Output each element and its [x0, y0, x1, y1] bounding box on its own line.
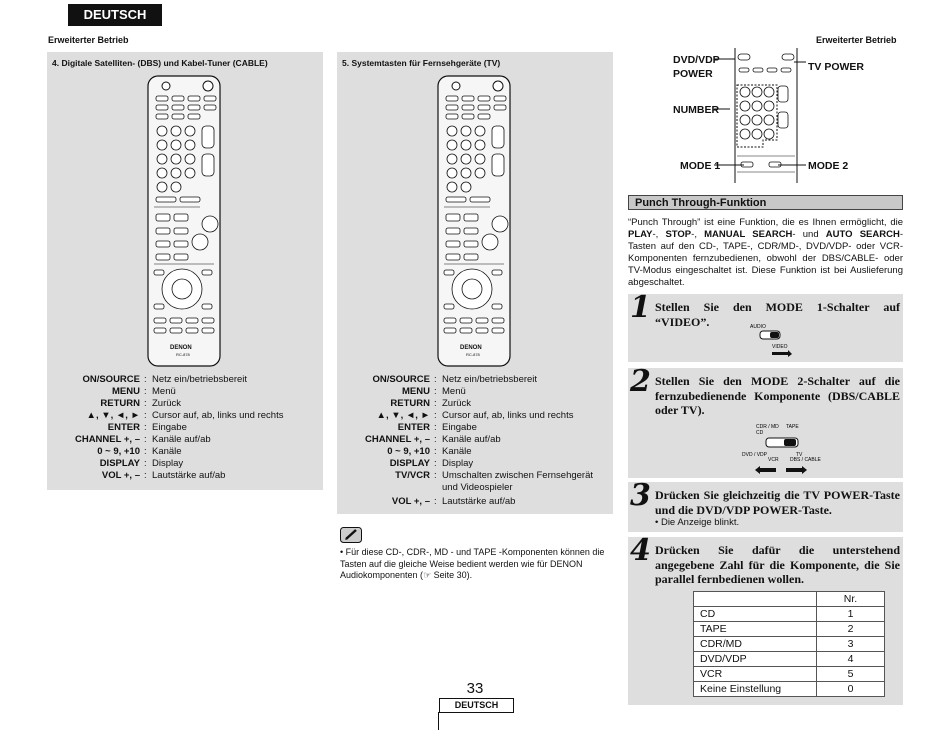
legend-row: ▲, ▼, ◄, ► : Cursor auf, ab, links und rechts	[86, 410, 284, 421]
remote-model: RC-878	[176, 352, 190, 357]
table-header-row: Nr.	[694, 592, 885, 607]
legend-row: ON/SOURCE : Netz ein/betriebsbereit	[372, 374, 538, 385]
step-1	[628, 290, 903, 362]
language-tab: DEUTSCH	[68, 4, 162, 26]
svg-text:CDR / MD: CDR / MD	[756, 424, 779, 430]
mode2-switch-icon	[738, 422, 838, 476]
step-number: 1	[630, 290, 651, 325]
running-header-right: Erweiterter Betrieb	[816, 35, 897, 45]
svg-text:DVD / VDP: DVD / VDP	[742, 452, 768, 458]
footer-divider	[438, 712, 439, 730]
page-number: 33	[466, 680, 484, 697]
legend-row: VOL +, – : Lautstärke auf/ab	[101, 470, 226, 481]
callout-tv-power: TV POWER	[808, 61, 865, 73]
section-heading-punch-through: Punch Through-Funktion	[628, 195, 903, 210]
table-row: CDR/MD 3	[694, 637, 885, 652]
legend-row: CHANNEL +, – : Kanäle auf/ab	[364, 434, 501, 445]
legend-row: ON/SOURCE : Netz ein/betriebsbereit	[82, 374, 248, 385]
remote-brand: DENON	[460, 345, 482, 351]
legend-row: VOL +, – : Lautstärke auf/ab	[391, 496, 516, 507]
legend-row: 0 ~ 9, +10 : Kanäle	[387, 446, 472, 457]
remote-control-image-dbs	[144, 74, 224, 370]
remote-model: RC-878	[466, 352, 480, 357]
step-number: 3	[630, 478, 651, 513]
svg-text:VIDEO: VIDEO	[772, 344, 788, 350]
legend-row: DISPLAY : Display	[389, 458, 474, 469]
step-3	[628, 478, 903, 532]
note-text: • Für diese CD-, CDR-, MD - und TAPE -Komponenten können die Tasten auf die gleiche Weise bedient werden wie für DENON Audiokomponenten (☞ Seite 30).	[340, 547, 605, 580]
table-row: VCR 5	[694, 667, 885, 682]
footer-language-tab: DEUTSCH	[439, 698, 514, 713]
section4-title: 4. Digitale Satelliten- (DBS) und Kabel-Tuner (CABLE)	[52, 58, 268, 68]
step-2	[628, 364, 903, 478]
legend-row: RETURN : Zurück	[390, 398, 472, 409]
legend-row: DISPLAY : Display	[99, 458, 184, 469]
legend-row: ENTER : Eingabe	[397, 422, 477, 433]
svg-text:CD: CD	[756, 430, 764, 436]
hand-pointer-icon: ☞	[423, 570, 432, 580]
remote-brand: DENON	[170, 345, 192, 351]
step-text: Drücken Sie dafür die unterstehend angegebene Zahl für die Komponente, die Sie parallel fernbedienen wollen.	[655, 543, 900, 586]
callout-mode1: MODE 1	[680, 160, 721, 172]
component-number-table	[693, 591, 885, 697]
pencil-icon	[340, 527, 362, 543]
legend-row: MENU : Menü	[112, 386, 176, 397]
table-row: TAPE 2	[694, 622, 885, 637]
legend-row: ▲, ▼, ◄, ► : Cursor auf, ab, links und rechts	[376, 410, 574, 421]
callout-dvd-vdp-power: DVD/VDP POWER	[673, 54, 720, 80]
legend-row: MENU : Menü	[402, 386, 466, 397]
legend-row: und Videospieler	[442, 482, 513, 493]
step-note: • Die Anzeige blinkt.	[655, 517, 740, 528]
section5-legend	[350, 374, 593, 508]
svg-text:VCR: VCR	[768, 457, 779, 463]
step-number: 2	[630, 364, 651, 399]
svg-text:TV: TV	[796, 452, 803, 458]
punch-through-intro: “Punch Through” ist eine Funktion, die es Ihnen ermöglicht, die PLAY-, STOP-, MANUAL SEARCH- und AUTO SEARCH-Tasten auf den CD-, TAPE-, CDR/MD-, DVD/VDP- oder VCR-Komponenten fernzubedienen, obwohl der DBS/CABLE- oder TV-Modus eingeschaltet ist. Diese Funktion ist bei Auslieferung abgeschaltet.	[628, 217, 903, 288]
legend-row: ENTER : Eingabe	[107, 422, 187, 433]
section4-legend	[60, 374, 283, 482]
svg-text:AUDIO: AUDIO	[750, 324, 766, 330]
callout-number: NUMBER	[673, 104, 720, 116]
table-row: CD 1	[694, 607, 885, 622]
legend-row: 0 ~ 9, +10 : Kanäle	[97, 446, 182, 457]
remote-control-image-tv	[434, 74, 514, 370]
legend-row: CHANNEL +, – : Kanäle auf/ab	[74, 434, 211, 445]
step-text: Drücken Sie gleichzeitig die TV POWER-Taste und die DVD/VDP POWER-Taste.	[655, 488, 900, 517]
running-header-left: Erweiterter Betrieb	[48, 35, 129, 45]
callout-mode2: MODE 2	[808, 160, 849, 172]
step-text: Stellen Sie den MODE 2-Schalter auf die fernzubedienende Komponente (DBS/CABLE oder TV).	[655, 374, 900, 417]
legend-row: RETURN : Zurück	[100, 398, 182, 409]
mode1-switch-icon	[740, 322, 810, 360]
svg-text:DBS / CABLE: DBS / CABLE	[790, 457, 821, 463]
table-row: DVD/VDP 4	[694, 652, 885, 667]
table-row: Keine Einstellung 0	[694, 682, 885, 697]
step-number: 4	[630, 533, 651, 568]
step-text: Stellen Sie den MODE 1-Schalter auf “VIDEO”.	[655, 300, 900, 329]
svg-text:TAPE: TAPE	[786, 424, 799, 430]
legend-row: TV/VCR : Umschalten zwischen Fernsehgerät	[395, 470, 594, 481]
section5-title: 5. Systemtasten für Fernsehgeräte (TV)	[342, 58, 501, 68]
